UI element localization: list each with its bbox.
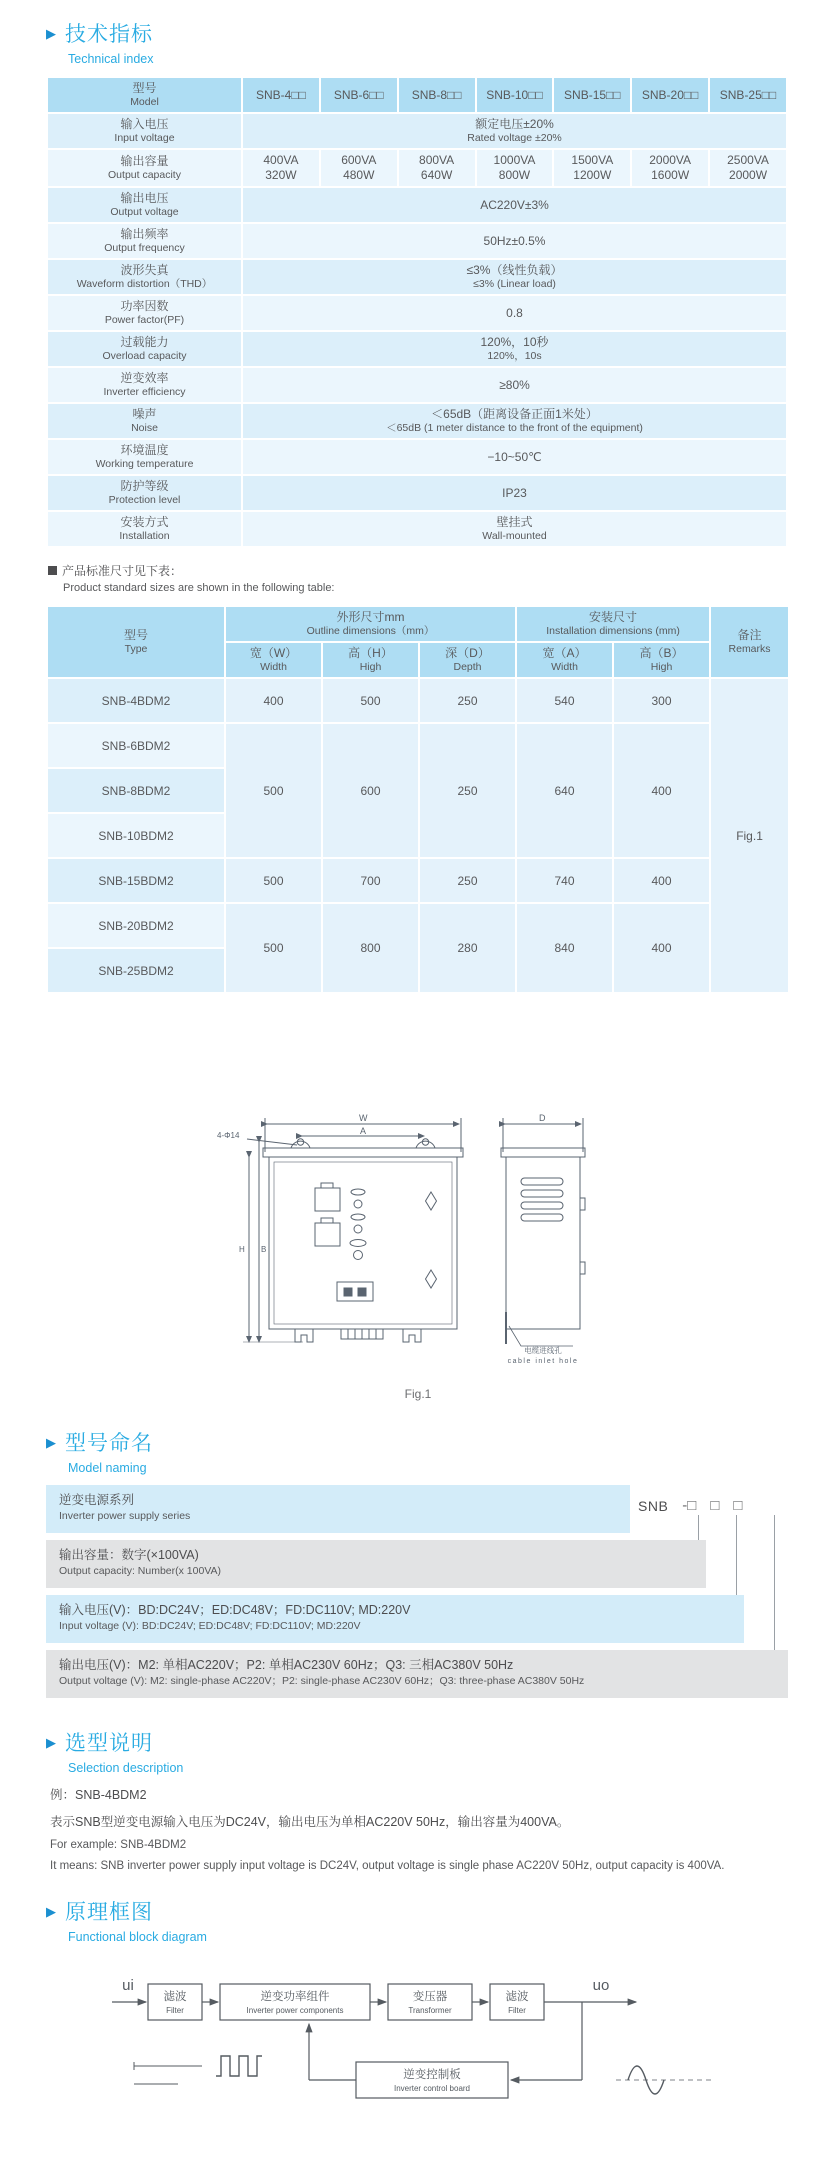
technical-spec-table [46, 76, 788, 548]
dim-value-cell: 800 [322, 903, 419, 993]
spec-header-model-en: Model [130, 96, 159, 108]
spec-capacity-cell: 400VA 320W [242, 149, 320, 187]
section-title-zh: 技术指标 [65, 23, 153, 46]
connector-line [774, 1515, 775, 1650]
dim-remarks-cell: Fig.1 [710, 678, 789, 993]
square-bullet-icon [48, 566, 57, 575]
input-label: ui [122, 1977, 134, 1994]
dim-value-cell: 250 [419, 858, 516, 903]
dim-row [47, 903, 789, 948]
section-arrow-icon: ▶ [46, 25, 56, 41]
spec-model-col: SNB-10□□ [476, 77, 554, 113]
dim-value-cell: 540 [516, 678, 613, 723]
spec-capacity-cell: 1000VA 800W [476, 149, 554, 187]
dim-value-cell: 740 [516, 858, 613, 903]
naming-row-output-voltage: 输出电压(V)：M2: 单相AC220V；P2: 单相AC230V 60Hz；Q3: 三相AC380V 50Hz Output voltage (V): M2: single-phase AC220V；P2: single-phase AC230V 60Hz；Q3: three-phase AC380V 50Hz [46, 1650, 788, 1698]
section-title-zh: 型号命名 [65, 1432, 153, 1455]
spec-row-input-voltage [47, 113, 787, 149]
dim-type-cell: SNB-10BDM2 [47, 813, 225, 858]
spec-row-label: 功率因数 Power factor(PF) [47, 295, 242, 331]
spec-row-label: 逆变效率 Inverter efficiency [47, 367, 242, 403]
dim-value-cell: 400 [613, 858, 710, 903]
section-technical-index [46, 18, 790, 66]
filter1-en: Filter [166, 2006, 184, 2015]
naming-row-series: 逆变电源系列 Inverter power supply series [46, 1485, 630, 1533]
dim-value-cell: 840 [516, 903, 613, 993]
spec-row-waveform-distortion [47, 259, 787, 295]
spec-capacity-cell: 1500VA 1200W [553, 149, 631, 187]
dim-value-cell: 500 [225, 903, 322, 993]
spec-row-label: 波形失真 Waveform distortion（THD） [47, 259, 242, 295]
dim-label-w: W [359, 1113, 368, 1123]
spec-model-col: SNB-20□□ [631, 77, 709, 113]
spec-model-col: SNB-25□□ [709, 77, 787, 113]
spec-capacity-cell: 800VA 640W [398, 149, 476, 187]
power-zh: 逆变功率组件 [260, 1991, 330, 2003]
spec-row-label: 输出容量 Output capacity [47, 149, 242, 187]
selection-text [50, 1785, 790, 1872]
control-zh: 逆变控制板 [403, 2069, 461, 2081]
dim-type-cell: SNB-8BDM2 [47, 768, 225, 813]
model-code-series: SNB [638, 1497, 669, 1514]
spec-row-output-voltage [47, 187, 787, 223]
spec-model-col: SNB-8□□ [398, 77, 476, 113]
output-label: uo [592, 1977, 610, 1994]
figure-1 [46, 1112, 790, 1401]
dim-value-cell: 300 [613, 678, 710, 723]
dim-header-row1 [47, 606, 789, 642]
spec-capacity-cell: 600VA 480W [320, 149, 398, 187]
dim-value-cell: 500 [225, 858, 322, 903]
connector-line [736, 1515, 737, 1595]
filter2-zh: 滤波 [505, 1991, 529, 2003]
block-diagram-svg [104, 1954, 724, 2122]
model-code-box3: □ [733, 1497, 743, 1514]
section-title-en: Model naming [68, 1461, 147, 1475]
spec-model-col: SNB-4□□ [242, 77, 320, 113]
selection-example-zh: 例：SNB-4BDM2 [50, 1788, 147, 1802]
dim-subheader-w: 宽（W） Width [225, 642, 322, 678]
dimension-table [46, 605, 790, 994]
dim-value-cell: 500 [225, 723, 322, 858]
dim-value-cell: 500 [322, 678, 419, 723]
dim-header-outline: 外形尺寸mm Outline dimensions（mm） [225, 606, 516, 642]
size-note-zh: 产品标准尺寸见下表： [62, 564, 183, 578]
spec-row-label: 噪声 Noise [47, 403, 242, 439]
naming-row-input-voltage: 输入电压(V)：BD:DC24V；ED:DC48V；FD:DC110V; MD:220V Input voltage (V): BD:DC24V; ED:DC48V; FD:DC110V; MD:220V [46, 1595, 744, 1643]
dim-value-cell: 280 [419, 903, 516, 993]
spec-row-label: 过载能力 Overload capacity [47, 331, 242, 367]
spec-model-col: SNB-6□□ [320, 77, 398, 113]
spec-row-value: 壁挂式 Wall-mounted [242, 511, 787, 547]
size-note [48, 562, 790, 595]
selection-meaning-zh: 表示SNB型逆变电源输入电压为DC24V，输出电压为单相AC220V 50Hz，输出容量为400VA。 [50, 1815, 570, 1829]
spec-row-value: −10~50℃ [242, 439, 787, 475]
filter1-zh: 滤波 [163, 1991, 187, 2003]
dim-label-a: A [360, 1126, 367, 1136]
figure-caption: Fig.1 [404, 1387, 432, 1401]
dim-row [47, 858, 789, 903]
dim-value-cell: 600 [322, 723, 419, 858]
spec-row-label: 输入电压 Input voltage [47, 113, 242, 149]
spec-row-protection [47, 475, 787, 511]
selection-meaning-en: It means: SNB inverter power supply input voltage is DC24V, output voltage is single phase AC220V 50Hz, output capacity is 400VA. [50, 1860, 725, 1872]
block-diagram [104, 1954, 790, 2127]
spec-model-col: SNB-15□□ [553, 77, 631, 113]
dim-label-d: D [539, 1113, 546, 1123]
cable-inlet-label-en: cable inlet hole [507, 1358, 579, 1365]
dim-type-cell: SNB-4BDM2 [47, 678, 225, 723]
dim-value-cell: 640 [516, 723, 613, 858]
dim-header-remarks: 备注 Remarks [710, 606, 789, 678]
selection-example-en: For example: SNB-4BDM2 [50, 1839, 187, 1851]
spec-row-value: ≥80% [242, 367, 787, 403]
spec-row-temperature [47, 439, 787, 475]
spec-row-value: ≤3%（线性负载） ≤3% (Linear load) [242, 259, 787, 295]
spec-row-value: ＜65dB（距离设备正面1米处） ＜65dB (1 meter distance to the front of the equipment) [242, 403, 787, 439]
section-title-zh: 原理框图 [65, 1901, 153, 1924]
dim-row [47, 723, 789, 768]
spec-row-output-frequency [47, 223, 787, 259]
section-title-zh: 选型说明 [65, 1732, 153, 1755]
dim-value-cell: 700 [322, 858, 419, 903]
dim-subheader-a: 宽（A） Width [516, 642, 613, 678]
holes-label: 4-Φ14 [217, 1131, 240, 1140]
dim-subheader-d: 深（D） Depth [419, 642, 516, 678]
spec-header-model [47, 77, 242, 113]
spec-capacity-cell: 2000VA 1600W [631, 149, 709, 187]
spec-header-model-zh: 型号 [132, 81, 157, 95]
transformer-en: Transformer [408, 2006, 452, 2015]
dim-type-cell: SNB-15BDM2 [47, 858, 225, 903]
dim-type-cell: SNB-6BDM2 [47, 723, 225, 768]
spec-row-power-factor [47, 295, 787, 331]
spec-row-output-capacity [47, 149, 787, 187]
dim-value-cell: 250 [419, 678, 516, 723]
naming-row-capacity: 输出容量：数字(×100VA) Output capacity: Number(x 100VA) [46, 1540, 706, 1588]
power-en: Inverter power components [246, 2006, 344, 2015]
section-arrow-icon: ▶ [46, 1434, 56, 1450]
spec-row-value: AC220V±3% [242, 187, 787, 223]
spec-row-label: 输出频率 Output frequency [47, 223, 242, 259]
spec-row-label: 防护等级 Protection level [47, 475, 242, 511]
section-block-diagram [46, 1896, 790, 1944]
section-title-en: Selection description [68, 1761, 184, 1775]
dim-header-install: 安装尺寸 Installation dimensions (mm) [516, 606, 710, 642]
section-arrow-icon: ▶ [46, 1734, 56, 1750]
section-arrow-icon: ▶ [46, 1903, 56, 1919]
dim-label-b: B [261, 1245, 267, 1254]
section-title-en: Functional block diagram [68, 1930, 207, 1944]
spec-row-installation [47, 511, 787, 547]
dim-row [47, 678, 789, 723]
section-selection [46, 1727, 790, 1775]
spec-row-value: 额定电压±20% Rated voltage ±20% [242, 113, 787, 149]
dim-type-cell: SNB-25BDM2 [47, 948, 225, 993]
spec-row-label: 输出电压 Output voltage [47, 187, 242, 223]
cabinet-drawing [203, 1112, 633, 1380]
spec-row-efficiency [47, 367, 787, 403]
spec-row-value: 50Hz±0.5% [242, 223, 787, 259]
spec-row-value: IP23 [242, 475, 787, 511]
size-note-en: Product standard sizes are shown in the following table: [63, 582, 335, 594]
spec-row-value: 0.8 [242, 295, 787, 331]
spec-row-value: 120%，10秒 120%，10s [242, 331, 787, 367]
spec-capacity-cell: 2500VA 2000W [709, 149, 787, 187]
spec-row-overload [47, 331, 787, 367]
connector-line [698, 1515, 699, 1540]
spec-header-row [47, 77, 787, 113]
dim-header-type: 型号 Type [47, 606, 225, 678]
dim-label-h: H [239, 1245, 245, 1254]
spec-row-label: 环境温度 Working temperature [47, 439, 242, 475]
model-code-box2: □ [710, 1497, 720, 1514]
section-title-en: Technical index [68, 52, 154, 66]
cable-inlet-label-zh: 电缆进线孔 [524, 1346, 562, 1355]
control-en: Inverter control board [393, 2084, 471, 2093]
transformer-zh: 变压器 [412, 1991, 448, 2003]
dim-value-cell: 400 [613, 723, 710, 858]
section-model-naming [46, 1427, 790, 1475]
dim-value-cell: 400 [613, 903, 710, 993]
dim-type-cell: SNB-20BDM2 [47, 903, 225, 948]
dim-subheader-b: 高（B） High [613, 642, 710, 678]
spec-row-noise [47, 403, 787, 439]
dim-subheader-h: 高（H） High [322, 642, 419, 678]
spec-row-label: 安装方式 Installation [47, 511, 242, 547]
filter2-en: Filter [508, 2006, 526, 2015]
model-code-box1: -□ [682, 1497, 697, 1514]
dim-value-cell: 250 [419, 723, 516, 858]
dim-value-cell: 400 [225, 678, 322, 723]
model-code [638, 1497, 742, 1514]
model-naming-diagram [46, 1485, 788, 1697]
